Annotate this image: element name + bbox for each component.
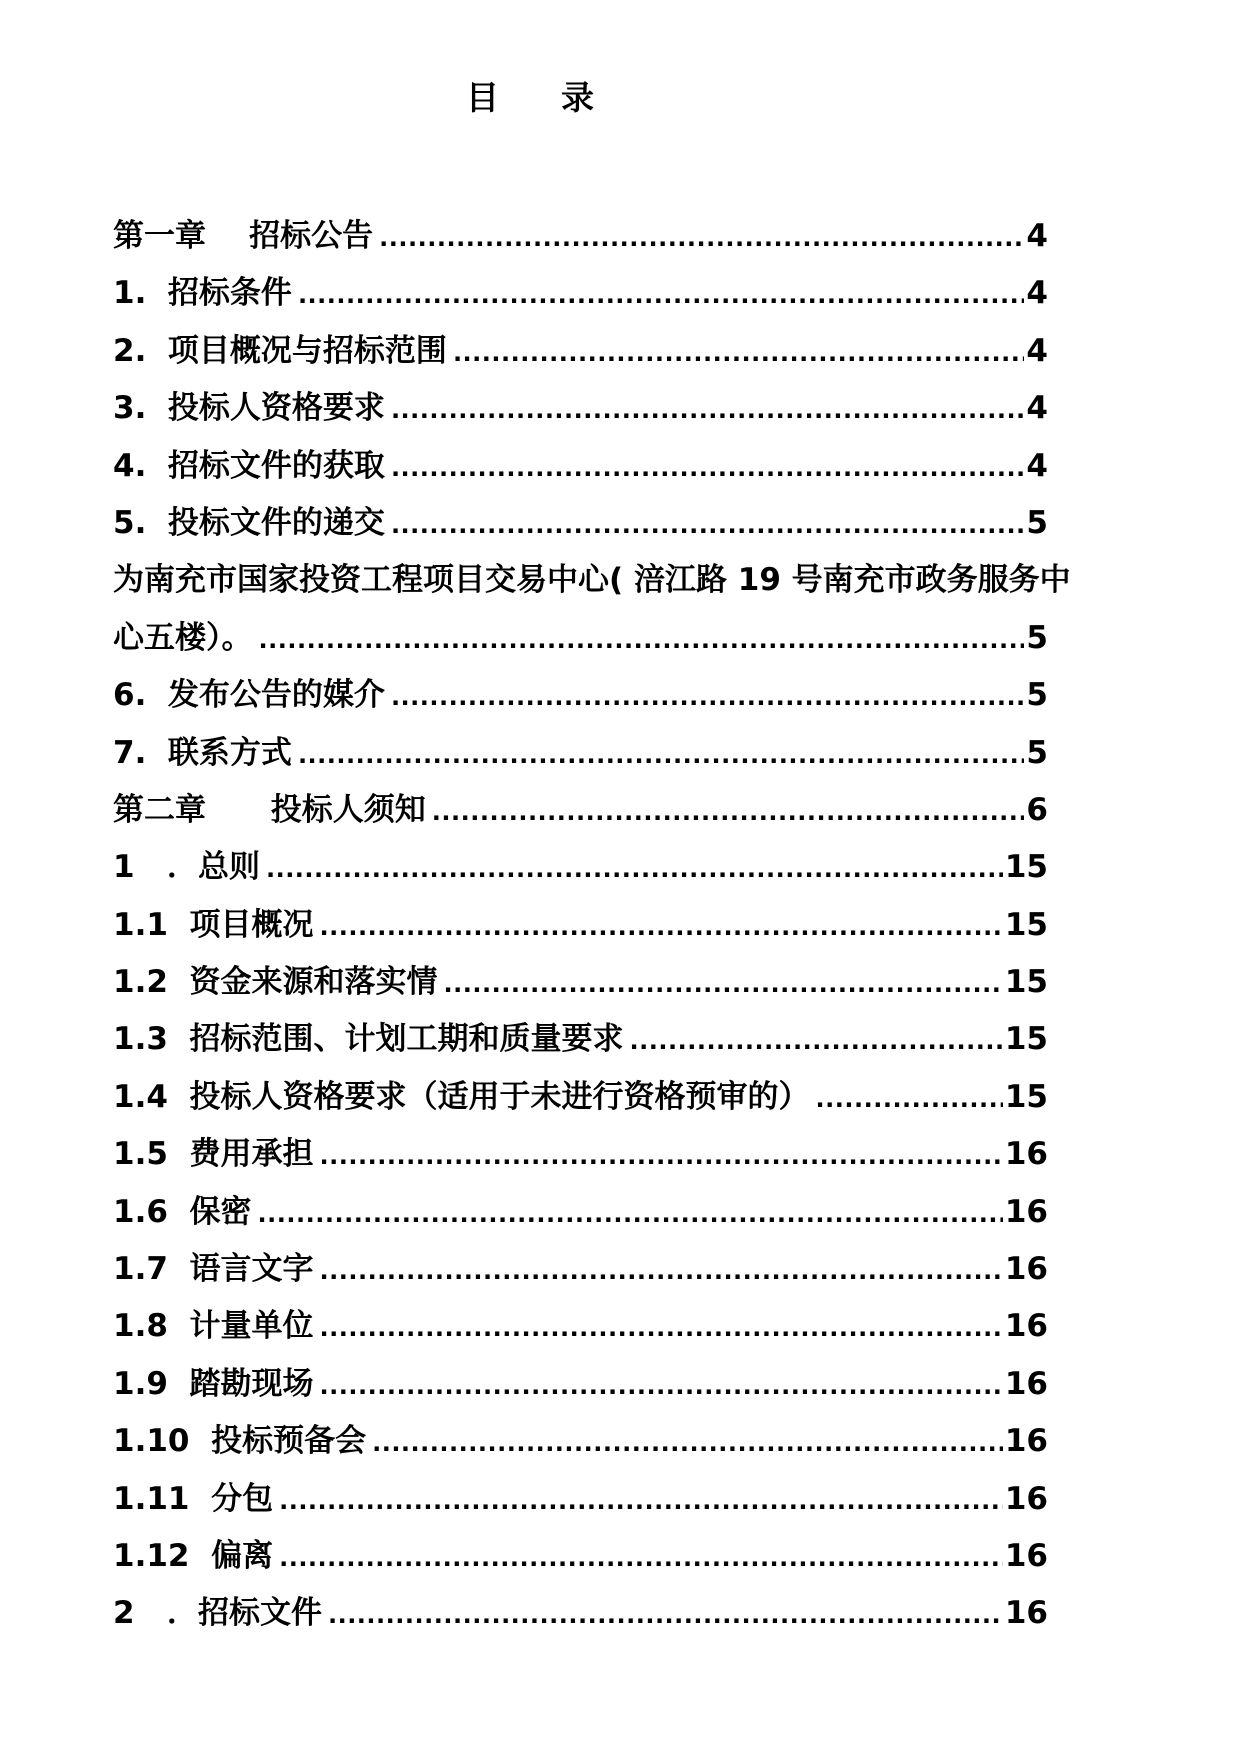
toc-entry-page: 5: [1026, 734, 1048, 771]
dot-leader: [258, 1200, 1003, 1228]
toc-entry-label: 1.4 投标人资格要求（适用于未进行资格预审的）: [113, 1078, 810, 1115]
toc-entry-label: 2 ．招标文件: [113, 1595, 322, 1632]
toc-entry-label: 1.2 资金来源和落实情: [113, 964, 438, 1001]
toc-entry[interactable]: [113, 440, 1048, 497]
toc-entry-page: 15: [1004, 849, 1048, 886]
toc-entry-label: 1.10 投标预备会: [113, 1423, 367, 1460]
toc-entry-page: 16: [1004, 1193, 1048, 1230]
dot-leader: [259, 626, 1025, 654]
toc-entry-page: 16: [1004, 1308, 1048, 1345]
toc-entry-page: 4: [1026, 332, 1048, 369]
dot-leader: [372, 1429, 1003, 1457]
toc-entry-wrapped-line[interactable]: [113, 554, 1071, 611]
dot-leader: [320, 1314, 1003, 1342]
toc-entry-page: 16: [1004, 1537, 1048, 1574]
toc-entry-label: 1.11 分包: [113, 1480, 274, 1517]
toc-entry-page: 15: [1004, 964, 1048, 1001]
toc-entry-page: 4: [1026, 275, 1048, 312]
toc-entry-label: 4. 招标文件的获取: [113, 447, 385, 484]
dot-leader: [816, 1085, 1003, 1113]
toc-entry-page: 16: [1004, 1365, 1048, 1402]
toc-entry-page: 16: [1004, 1423, 1048, 1460]
toc-entry[interactable]: [113, 899, 1048, 956]
toc-entry-page: 4: [1026, 218, 1048, 254]
toc-entry[interactable]: [113, 1071, 1048, 1128]
dot-leader: [391, 683, 1024, 711]
toc-entry-page: 6: [1026, 791, 1048, 828]
toc-entry-label: 第一章 招标公告: [113, 218, 374, 254]
toc-entry-label: 第二章 投标人须知: [113, 791, 426, 828]
toc-entry[interactable]: [113, 727, 1048, 784]
toc-entry-page: 16: [1004, 1480, 1048, 1517]
toc-entry[interactable]: [113, 669, 1048, 726]
dot-leader: [391, 396, 1024, 424]
toc-entry-label-line1: 为南充市国家投资工程项目交易中心( 涪江路 19 号南充市政务服务中: [113, 562, 1071, 599]
toc-entry-label: 6. 发布公告的媒介: [113, 677, 385, 714]
dot-leader: [391, 454, 1024, 482]
toc-entry-page: 16: [1004, 1595, 1048, 1632]
toc-entry[interactable]: [113, 1186, 1048, 1243]
toc-entry[interactable]: [113, 1128, 1048, 1185]
dot-leader: [279, 1487, 1003, 1515]
dot-leader: [379, 224, 1024, 252]
dot-leader: [391, 511, 1024, 539]
toc-entry[interactable]: [113, 612, 1048, 669]
toc-entry[interactable]: [113, 1358, 1048, 1415]
toc-entry-label: 2. 项目概况与招标范围: [113, 332, 447, 369]
toc-entry-label: 1 ．总则: [113, 849, 260, 886]
toc-entry[interactable]: [113, 1530, 1048, 1587]
toc-entry-label: 1.6 保密: [113, 1193, 252, 1230]
toc-entry-label: 1.5 费用承担: [113, 1136, 314, 1173]
toc-entry-page: 15: [1004, 906, 1048, 943]
toc-entry[interactable]: [113, 1587, 1048, 1644]
toc-entry-label: 5. 投标文件的递交: [113, 504, 385, 541]
toc-entry[interactable]: [113, 267, 1048, 324]
dot-leader: [279, 1544, 1003, 1572]
toc-entry[interactable]: [113, 1473, 1048, 1530]
toc-entry[interactable]: [113, 784, 1048, 841]
dot-leader: [328, 1601, 1003, 1629]
toc-entry[interactable]: [113, 1300, 1048, 1357]
toc-entry-label: 1.9 踏勘现场: [113, 1365, 314, 1402]
toc-entry[interactable]: [113, 497, 1048, 554]
dot-leader: [266, 855, 1003, 883]
toc-entry-page: 5: [1026, 504, 1048, 541]
toc-entry-page: 15: [1004, 1021, 1048, 1058]
dot-leader: [320, 1142, 1003, 1170]
toc-entry-page: 15: [1004, 1078, 1048, 1115]
dot-leader: [320, 1372, 1003, 1400]
toc-entry-page: 4: [1026, 447, 1048, 484]
toc-entry-label: 1. 招标条件: [113, 275, 292, 312]
toc-entry[interactable]: [113, 841, 1048, 898]
toc-entry-page: 4: [1026, 390, 1048, 427]
toc-entry-page: 5: [1026, 619, 1048, 656]
dot-leader: [444, 970, 1003, 998]
toc-entry-label: 7. 联系方式: [113, 734, 292, 771]
toc-entry-label: 3. 投标人资格要求: [113, 390, 385, 427]
toc-entry-page: 16: [1004, 1136, 1048, 1173]
toc-entry-page: 5: [1026, 677, 1048, 714]
dot-leader: [298, 281, 1024, 309]
toc-entry-label: 1.12 偏离: [113, 1537, 274, 1574]
dot-leader: [298, 741, 1024, 769]
toc-entry[interactable]: [113, 1013, 1048, 1070]
dot-leader: [432, 798, 1025, 826]
toc-entry-label: 1.3 招标范围、计划工期和质量要求: [113, 1021, 624, 1058]
dot-leader: [320, 1257, 1003, 1285]
toc-entry-label: 1.1 项目概况: [113, 906, 314, 943]
dot-leader: [630, 1027, 1003, 1055]
toc-entry-label: 1.8 计量单位: [113, 1308, 314, 1345]
toc-entry-page: 16: [1004, 1251, 1048, 1288]
toc-entry[interactable]: [113, 325, 1048, 382]
dot-leader: [320, 913, 1003, 941]
page-title: 目录: [466, 78, 656, 117]
toc-entry[interactable]: [113, 956, 1048, 1013]
table-of-contents: [113, 210, 1071, 1645]
toc-entry-label: 1.7 语言文字: [113, 1251, 314, 1288]
dot-leader: [453, 339, 1024, 367]
toc-entry[interactable]: [113, 210, 1048, 267]
toc-entry[interactable]: [113, 1243, 1048, 1300]
toc-entry-label: 心五楼）。: [113, 619, 253, 656]
toc-entry[interactable]: [113, 1415, 1048, 1472]
toc-entry[interactable]: [113, 382, 1048, 439]
